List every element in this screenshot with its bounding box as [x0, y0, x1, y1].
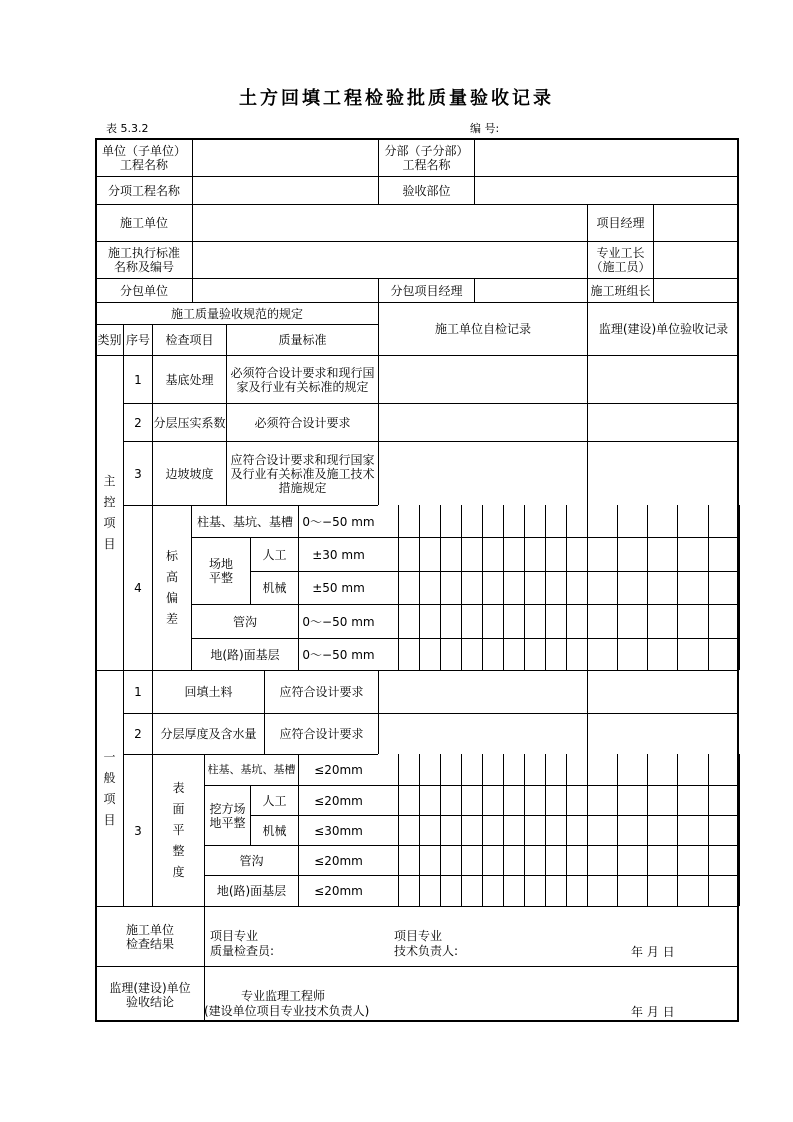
foreman-label: 专业工长 （施工员） — [587, 241, 653, 278]
general-row3-road: 地(路)面基层 — [204, 875, 298, 906]
main-row1-no: 1 — [123, 355, 152, 403]
general-row2-standard: 应符合设计要求 — [264, 713, 378, 754]
sub-manager-label: 分包项目经理 — [378, 278, 474, 302]
code-label: 编 号: — [470, 122, 500, 135]
acceptance-part-field[interactable] — [474, 176, 739, 204]
engineer-label: 专业监理工程师 — [241, 989, 326, 1003]
grid-col-line — [708, 505, 709, 670]
subitem-name-field[interactable] — [192, 176, 378, 204]
construction-unit-label: 施工单位 — [95, 204, 192, 241]
main-row1-supervision[interactable] — [587, 355, 739, 403]
grid-row-line — [378, 815, 739, 816]
general-row3-machine: 机械 — [250, 815, 298, 845]
sub-unit-field[interactable] — [192, 278, 378, 302]
grid-col-line — [482, 754, 483, 906]
grid-col-line — [617, 754, 618, 906]
date-label: 年 月 日 — [631, 945, 675, 959]
subitem-name-label: 分项工程名称 — [95, 176, 192, 204]
grid-col-line — [461, 754, 462, 906]
grid-col-line — [545, 754, 546, 906]
grid-col-line — [545, 505, 546, 670]
main-row4-manual: 人工 — [250, 537, 298, 571]
main-row1-item: 基底处理 — [152, 355, 226, 403]
standard-name-label: 施工执行标准 名称及编号 — [95, 241, 192, 278]
general-row3-group: 表 面 平 整 度 — [152, 754, 204, 906]
grid-col-line — [677, 505, 678, 670]
grid-col-line — [503, 505, 504, 670]
grid-col-line — [419, 505, 420, 670]
main-row3-supervision[interactable] — [587, 441, 739, 505]
col-no-header: 序号 — [123, 324, 152, 355]
grid-row-line — [378, 845, 739, 846]
page-title: 土方回填工程检验批质量验收记录 — [239, 88, 554, 109]
grid-col-line — [647, 505, 648, 670]
main-row4-manual-val: ±30 mm — [298, 537, 378, 571]
main-row4-group: 标 高 偏 差 — [152, 505, 191, 670]
main-row2-supervision[interactable] — [587, 403, 739, 441]
grid-col-line — [398, 754, 399, 906]
grid-col-line — [587, 754, 588, 906]
col-item-header: 检查项目 — [152, 324, 226, 355]
col-standard-header: 质量标准 — [226, 324, 378, 355]
main-category: 主 控 项 目 — [95, 355, 123, 670]
project-manager-label: 项目经理 — [587, 204, 653, 241]
general-row3-no: 3 — [123, 754, 152, 906]
self-check-header: 施工单位自检记录 — [378, 302, 587, 355]
main-row1-self-check[interactable] — [378, 355, 587, 403]
grid-row-line — [378, 571, 739, 572]
grid-col-line — [677, 754, 678, 906]
table-number: 表 5.3.2 — [106, 122, 149, 135]
engineer-sub-label: (建设单位项目专业技术负责人) — [204, 1004, 370, 1018]
main-row2-self-check[interactable] — [378, 403, 587, 441]
foreman-field[interactable] — [653, 241, 739, 278]
general-row1-supervision[interactable] — [587, 670, 739, 713]
unit-name-field[interactable] — [192, 138, 378, 176]
general-row3-manual-val: ≤20mm — [298, 785, 378, 815]
supervision-record-header: 监理(建设)单位验收记录 — [587, 302, 739, 355]
grid-col-line — [440, 505, 441, 670]
main-row1-standard: 必须符合设计要求和现行国家及行业有关标准的规定 — [226, 355, 378, 403]
grid-col-line — [739, 754, 740, 906]
subpart-name-label: 分部（子分部） 工程名称 — [378, 138, 474, 176]
standard-name-field[interactable] — [192, 241, 587, 278]
grid-col-line — [461, 505, 462, 670]
team-leader-field[interactable] — [653, 278, 739, 302]
construction-unit-field[interactable] — [192, 204, 587, 241]
main-row4-pit: 柱基、基坑、基槽 — [191, 505, 298, 537]
project-manager-field[interactable] — [653, 204, 739, 241]
grid-col-line — [647, 754, 648, 906]
general-row3-site: 挖方场 地平整 — [204, 785, 250, 845]
general-row3-road-val: ≤20mm — [298, 875, 378, 906]
general-row3-manual: 人工 — [250, 785, 298, 815]
general-row3-pit-val: ≤20mm — [298, 754, 378, 785]
main-row4-pit-val: 0～−50 mm — [298, 505, 378, 537]
grid-col-line — [566, 754, 567, 906]
inspector-label: 项目专业 质量检查员: — [210, 929, 275, 958]
general-row3-pit: 柱基、基坑、基槽 — [204, 754, 298, 785]
grid-col-line — [587, 505, 588, 670]
grid-col-line — [708, 754, 709, 906]
grid-row-line — [378, 875, 739, 876]
grid-col-line — [566, 505, 567, 670]
grid-col-line — [617, 505, 618, 670]
grid-row-line — [378, 604, 739, 605]
general-row2-self-check[interactable] — [378, 713, 587, 754]
construction-result-label: 施工单位 检查结果 — [95, 906, 204, 966]
grid-col-line — [482, 505, 483, 670]
grid-col-line — [739, 505, 740, 670]
supervision-conclusion-label: 监理(建设)单位 验收结论 — [95, 966, 204, 1022]
main-row2-no: 2 — [123, 403, 152, 441]
grid-col-line — [440, 754, 441, 906]
grid-col-line — [524, 754, 525, 906]
main-row4-site: 场地 平整 — [191, 537, 250, 604]
main-row4-trench: 管沟 — [191, 604, 298, 638]
general-row1-item: 回填土料 — [152, 670, 264, 713]
general-row1-self-check[interactable] — [378, 670, 587, 713]
main-row4-trench-val: 0～−50 mm — [298, 604, 378, 638]
team-leader-label: 施工班组长 — [587, 278, 653, 302]
unit-name-label: 单位（子单位） 工程名称 — [95, 138, 192, 176]
general-row1-no: 1 — [123, 670, 152, 713]
main-row2-standard: 必须符合设计要求 — [226, 403, 378, 441]
general-row3-trench: 管沟 — [204, 845, 298, 875]
acceptance-part-label: 验收部位 — [378, 176, 474, 204]
main-row3-standard: 应符合设计要求和现行国家及行业有关标准及施工技术措施规定 — [226, 441, 378, 505]
main-row2-item: 分层压实系数 — [152, 403, 226, 441]
main-row4-road-val: 0～−50 mm — [298, 638, 378, 670]
main-row3-item: 边坡坡度 — [152, 441, 226, 505]
main-row3-no: 3 — [123, 441, 152, 505]
grid-row-line — [378, 537, 739, 538]
grid-row-line — [378, 785, 739, 786]
general-row2-supervision[interactable] — [587, 713, 739, 754]
main-row4-machine-val: ±50 mm — [298, 571, 378, 604]
grid-col-line — [503, 754, 504, 906]
general-row3-machine-val: ≤30mm — [298, 815, 378, 845]
main-row3-self-check[interactable] — [378, 441, 587, 505]
general-row1-standard: 应符合设计要求 — [264, 670, 378, 713]
sub-manager-field[interactable] — [474, 278, 587, 302]
general-row3-trench-val: ≤20mm — [298, 845, 378, 875]
main-row4-road: 地(路)面基层 — [191, 638, 298, 670]
general-category: 一 般 项 目 — [95, 670, 123, 906]
general-row2-item: 分层厚度及含水量 — [152, 713, 264, 754]
grid-col-line — [524, 505, 525, 670]
grid-col-line — [398, 505, 399, 670]
sub-unit-label: 分包单位 — [95, 278, 192, 302]
subpart-name-field[interactable] — [474, 138, 739, 176]
date2-label: 年 月 日 — [631, 1005, 675, 1019]
col-type-header: 类别 — [95, 324, 123, 355]
spec-title: 施工质量验收规范的规定 — [95, 302, 378, 324]
grid-col-line — [419, 754, 420, 906]
tech-leader-label: 项目专业 技术负责人: — [394, 929, 459, 958]
main-row4-no: 4 — [123, 505, 152, 670]
grid-row-line — [378, 638, 739, 639]
general-row2-no: 2 — [123, 713, 152, 754]
main-row4-machine: 机械 — [250, 571, 298, 604]
